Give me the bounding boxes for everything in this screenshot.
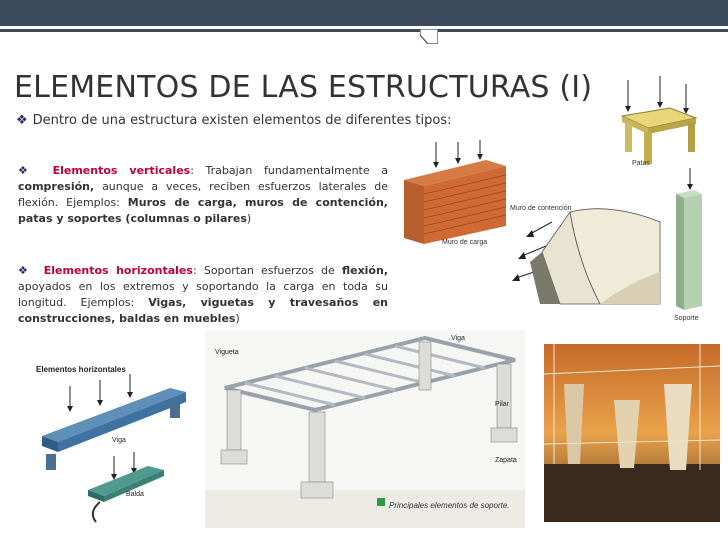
horizontal-text-2: apoyados en los extremos y soportando la carga en toda su longitud. Ejemplos: bbox=[18, 280, 388, 309]
horizontal-viga-label: Viga bbox=[112, 437, 126, 444]
diamond-bullet-icon: ❖ bbox=[18, 164, 36, 177]
vertical-text-1: Trabajan fundamentalmente a bbox=[193, 164, 388, 177]
frame-pilar-label: Pilar bbox=[495, 401, 510, 408]
frame-structure-illustration bbox=[205, 330, 525, 528]
slide-tab-marker bbox=[420, 29, 438, 44]
down-arrow-icon bbox=[683, 84, 689, 114]
horizontal-elements-illustration bbox=[30, 356, 190, 528]
slide-title: ELEMENTOS DE LAS ESTRUCTURAS (I) bbox=[14, 70, 593, 105]
intro-text bbox=[16, 113, 451, 128]
down-arrow-icon bbox=[455, 142, 461, 164]
horizontal-bold-1: flexión, bbox=[341, 264, 388, 277]
down-arrow-icon bbox=[477, 140, 483, 160]
down-arrow-icon bbox=[687, 168, 693, 190]
down-arrow-icon bbox=[625, 80, 631, 112]
horizontal-text-1: Soportan esfuerzos de bbox=[196, 264, 342, 277]
frame-caption: Principales elementos de soporte. bbox=[389, 501, 510, 510]
horizontal-elements-paragraph bbox=[18, 263, 388, 327]
vertical-bold-1: compresión, bbox=[18, 180, 95, 193]
header-bar bbox=[0, 0, 728, 26]
left-arrow-icon bbox=[526, 222, 552, 237]
diamond-bullet-icon: ❖ bbox=[18, 264, 32, 277]
horizontal-bold-2: Vigas, viguetas y travesaños en construcciones, baldas en muebles bbox=[18, 296, 389, 325]
down-arrow-icon bbox=[433, 142, 439, 168]
header-line bbox=[0, 29, 728, 32]
vertical-text-2: aunque a veces, reciben esfuerzos laterales de flexión. Ejemplos: bbox=[18, 180, 388, 209]
vertical-text-3: ) bbox=[246, 212, 252, 225]
wall-caption: Muro de carga bbox=[442, 239, 488, 246]
vertical-elements-label: Elementos verticales bbox=[52, 164, 191, 177]
retaining-wall-illustration bbox=[500, 192, 670, 312]
retaining-caption: Muro de contención bbox=[510, 205, 572, 212]
frame-vigueta-label: Vigueta bbox=[215, 349, 239, 356]
brick-wall-illustration bbox=[396, 140, 511, 252]
horizontal-text-3: ) bbox=[235, 312, 240, 325]
horizontal-illustration-title: Elementos horizontales bbox=[36, 365, 126, 374]
vertical-colon: : bbox=[190, 164, 194, 177]
caption-marker-icon bbox=[377, 498, 385, 506]
column-illustration bbox=[666, 168, 718, 324]
vertical-elements-paragraph bbox=[18, 163, 388, 227]
frame-viga-label: Viga bbox=[451, 335, 465, 342]
down-arrow-icon bbox=[657, 76, 663, 108]
horizontal-elements-label: Elementos horizontales bbox=[43, 264, 193, 277]
horizontal-colon: : bbox=[192, 264, 197, 277]
diamond-bullet-icon: ❖ bbox=[16, 113, 28, 128]
vertical-bold-2: Muros de carga, muros de contención, patas y soportes (columnas o pilares bbox=[18, 196, 388, 225]
frame-zapata-label: Zapata bbox=[495, 457, 517, 464]
table-legs-illustration bbox=[600, 74, 700, 174]
column-caption: Soporte bbox=[674, 315, 699, 322]
intro-label: Dentro de una estructura existen elementos de diferentes tipos: bbox=[32, 113, 452, 128]
horizontal-balda-label: Balda bbox=[126, 491, 144, 498]
bridge-construction-photo bbox=[544, 344, 720, 522]
table-caption: Patas bbox=[632, 160, 650, 167]
